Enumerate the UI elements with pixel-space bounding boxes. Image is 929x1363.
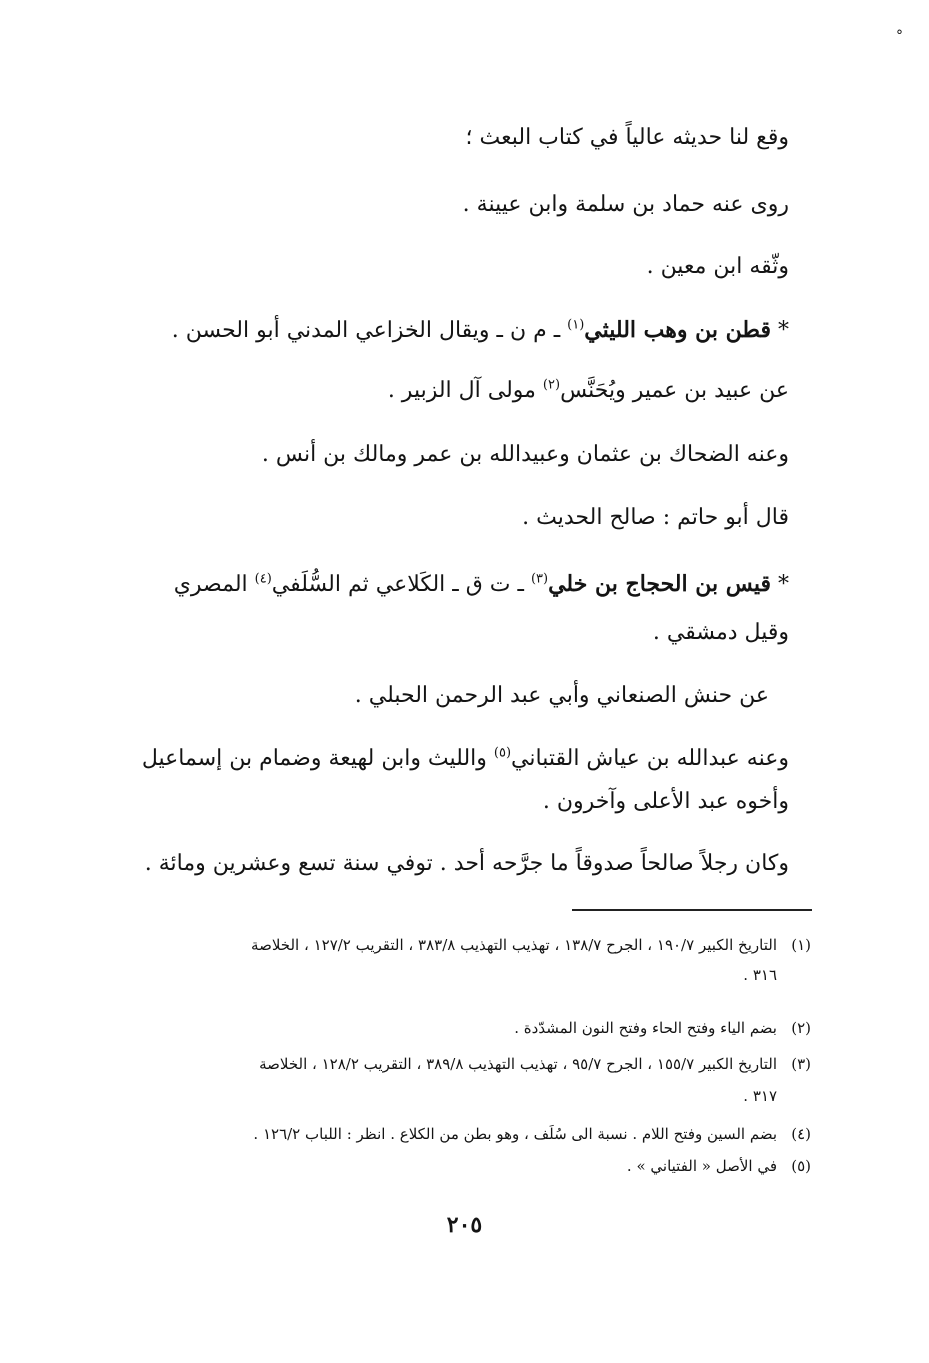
- line-text: عن عبيد بن عمير ويُحَنَّس: [560, 378, 789, 403]
- text-line-6: وعنه الضحاك بن عثمان وعبيدالله بن عمر ومالك بن أنس .: [261, 442, 789, 467]
- entry-bullet: *: [771, 572, 789, 597]
- footnote-3-continued: ٣١٧ .: [743, 1087, 777, 1105]
- text-line-5: [140, 375, 789, 407]
- corner-mark: °: [896, 28, 903, 44]
- footnote-number: (٢): [791, 1019, 811, 1037]
- footnote-5: [148, 1154, 811, 1178]
- text-line-9: وقيل دمشقي .: [652, 620, 789, 645]
- footnote-4: [148, 1122, 811, 1146]
- footnote-2: [148, 1016, 811, 1040]
- text-line-1: وقع لنا حديثه عالياً في كتاب البعث ؛: [465, 125, 789, 150]
- text-line-11: [140, 743, 789, 775]
- text-line-13: وكان رجلاً صالحاً صدوقاً ما جرَّحه أحد . توفي سنة تسع وعشرين ومائة .: [144, 851, 789, 876]
- entry-qays-heading: [140, 568, 789, 601]
- entry-bullet: *: [771, 318, 789, 343]
- footnote-number: (٣): [791, 1055, 811, 1073]
- footnote-text: التاريخ الكبير ١٥٥/٧ ، الجرح ٩٥/٧ ، تهذيب التهذيب ٣٨٩/٨ ، التقريب ١٢٨/٢ ، الخلاصة: [259, 1055, 777, 1073]
- footnote-3: [148, 1052, 811, 1076]
- text-line-2: روى عنه حماد بن سلمة وابن عيينة .: [462, 192, 789, 217]
- text-line-12: وأخوه عبد الأعلى وآخرون .: [542, 789, 789, 814]
- footnote-number: (٤): [791, 1125, 811, 1143]
- entry-name: قطن بن وهب الليثي: [584, 317, 771, 343]
- line-rest: مولى آل الزبير .: [387, 378, 543, 403]
- entry-rest: ـ ت ق ـ الكَلاعي ثم السُّلَفي: [271, 572, 531, 597]
- footnote-separator: [572, 909, 812, 911]
- entry-qatan-heading: [140, 314, 789, 347]
- footnote-text: بضم السين وفتح اللام . نسبة الى سُلَف ، وهو بطن من الكلاع . انظر : اللباب ١٢٦/٢ .: [253, 1125, 777, 1143]
- footnote-number: (١): [791, 936, 811, 954]
- footnote-ref: (٣): [530, 571, 549, 587]
- footnote-1-continued: ٣١٦ .: [743, 966, 777, 984]
- entry-rest: ـ م ن ـ ويقال الخزاعي المدني أبو الحسن .: [171, 318, 568, 343]
- page-number: ٢٠٥: [446, 1212, 483, 1238]
- footnote-text: بضم الياء وفتح الحاء وفتح النون المشدّدة .: [514, 1019, 777, 1037]
- line-text: وعنه عبدالله بن عياش القتباني: [511, 746, 789, 771]
- text-line-10: عن حنش الصنعاني وأبي عبد الرحمن الحبلي .: [354, 683, 769, 708]
- footnote-text: في الأصل « الفتياني » .: [626, 1157, 777, 1175]
- footnote-1: [148, 933, 811, 957]
- footnote-ref: (٢): [542, 377, 561, 393]
- footnote-ref: (٤): [254, 571, 272, 587]
- footnote-number: (٥): [791, 1157, 811, 1175]
- entry-rest-2: المصري: [173, 572, 255, 597]
- footnote-ref: (١): [567, 317, 585, 333]
- text-line-3: وثّقه ابن معين .: [646, 254, 789, 279]
- footnote-text: التاريخ الكبير ١٩٠/٧ ، الجرح ١٣٨/٧ ، تهذيب التهذيب ٣٨٣/٨ ، التقريب ١٢٧/٢ ، الخلاصة: [251, 936, 777, 954]
- entry-name: قيس بن الحجاج بن خلي: [548, 571, 771, 597]
- text-line-7: قال أبو حاتم : صالح الحديث .: [522, 505, 789, 530]
- line-rest: والليث وابن لهيعة وضمام بن إسماعيل: [141, 746, 494, 771]
- footnote-ref: (٥): [493, 745, 512, 761]
